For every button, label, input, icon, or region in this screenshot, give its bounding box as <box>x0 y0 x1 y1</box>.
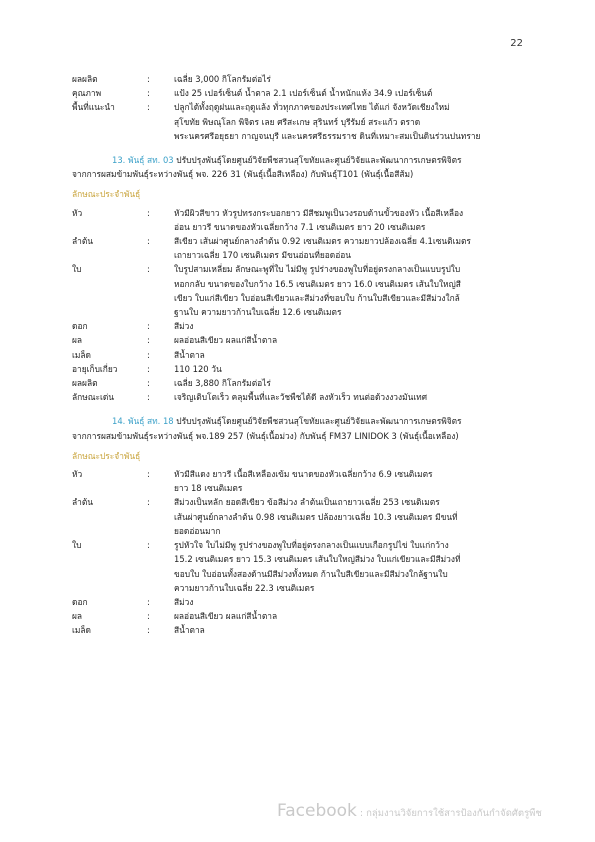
row-label: ดอก <box>72 596 88 607</box>
row-colon: : <box>147 321 150 332</box>
row-label: ผล <box>72 611 83 622</box>
characteristic-row <box>72 609 527 623</box>
value-line: รูปหัวใจ ใบไม่มีพู รูปร่างของพูใบที่อยู่ตรงกลางเป็นแบบเกือกรูปไข่ ใบแก่กว้าง <box>174 540 449 551</box>
row-colon: : <box>147 625 150 636</box>
row-value <box>174 376 527 390</box>
value-line: ยอดอ่อนมาก <box>174 525 221 536</box>
row-value <box>174 609 527 623</box>
row-label: ใบ <box>72 264 82 275</box>
quality-row <box>72 86 527 100</box>
row-value <box>174 495 527 538</box>
variety-13-heading <box>72 153 527 167</box>
variety-14-characteristics <box>72 467 527 637</box>
row-value <box>174 595 527 609</box>
value-line: ยาว 18 เซนติเมตร <box>174 483 243 494</box>
value-line: สีม่วงเป็นหลัก ยอดสีเขียว ข้อสีม่วง ลำต้นเป็นเถายาวเฉลี่ย 253 เซนติเมตร <box>174 497 440 508</box>
value-line: เจริญเติบโตเร็ว คลุมพื้นที่และวัชพืชได้ดี ลงหัวเร็ว ทนต่อด้วงงวงมันเทศ <box>174 392 428 403</box>
row-colon: : <box>147 88 150 99</box>
watermark-text: กลุ่มงานวิจัยการใช้สารป้องกันกำจัดศัตรูพืช <box>366 808 542 819</box>
value-line: พระนครศรีอยุธยา กาญจนบุรี และนครศรีธรรมราช ดินที่เหมาะสมเป็นดินร่วนปนทราย <box>174 130 481 141</box>
row-label: ใบ <box>72 540 82 551</box>
row-label: พื้นที่แนะนำ <box>72 102 115 113</box>
characteristic-row <box>72 495 527 538</box>
row-colon: : <box>147 611 150 622</box>
row-colon: : <box>147 102 150 113</box>
variety-14-heading-line2: จากการผสมข้ามพันธุ์ระหว่างพันธุ์ พจ.189 257 (พันธุ์เนื้อม่วง) กับพันธุ์ FM37 LINIDOK 3 (พันธุ์เนื้อเหลือง) <box>72 430 459 441</box>
row-label: อายุเก็บเกี่ยว <box>72 363 118 374</box>
characteristic-row <box>72 595 527 609</box>
row-colon: : <box>147 378 150 389</box>
variety-13-section-head: ลักษณะประจำพันธุ์ <box>72 189 141 200</box>
document-body <box>72 72 527 638</box>
value-line: สุโขทัย พิษณุโลก พิจิตร เลย ศรีสะเกษ สุรินทร์ บุรีรัมย์ สระแก้ว ตราด <box>174 116 421 127</box>
row-label: หัว <box>72 469 83 480</box>
row-label: คุณภาพ <box>72 88 102 99</box>
row-label: หัว <box>72 207 83 218</box>
variety-13-title-text: ปรับปรุงพันธุ์โดยศูนย์วิจัยพืชสวนสุโขทัยและศูนย์วิจัยและพัฒนาการเกษตรพิจิตร <box>173 155 462 166</box>
row-colon: : <box>147 236 150 247</box>
row-colon: : <box>147 540 150 551</box>
row-label: ดอก <box>72 321 88 332</box>
row-value <box>174 234 527 262</box>
variety-14-section-head: ลักษณะประจำพันธุ์ <box>72 450 141 461</box>
value-line: หอกกลับ ขนาดของใบกว้าง 16.5 เซนติเมตร ยาว 16.0 เซนติเมตร เส้นใบใหญ่สี <box>174 278 461 289</box>
row-colon: : <box>147 363 150 374</box>
value-line: ผลอ่อนสีเขียว ผลแก่สีน้ำตาล <box>174 611 278 622</box>
variety-14-number: 14. พันธุ์ สท. 18 <box>112 416 174 427</box>
row-label: ผล <box>72 335 83 346</box>
value-line: อ่อน ยาวรี ขนาดของหัวเฉลี่ยกว้าง 7.1 เซนติเมตร ยาว 20 เซนติเมตร <box>174 221 426 232</box>
characteristic-row <box>72 362 527 376</box>
row-value <box>174 206 527 234</box>
watermark <box>277 801 542 821</box>
row-value <box>174 348 527 362</box>
characteristic-row <box>72 376 527 390</box>
variety-14-heading <box>72 414 527 428</box>
row-label: เมล็ด <box>72 349 91 360</box>
row-value: เฉลี่ย 3,000 กิโลกรัมต่อไร่ <box>174 74 271 84</box>
value-line: เถายาวเฉลี่ย 170 เซนติเมตร มีขนอ่อนที่ยอดอ่อน <box>174 250 351 261</box>
row-label: ผลผลิต <box>72 74 98 84</box>
characteristic-row <box>72 467 527 495</box>
row-label: ลักษณะเด่น <box>72 392 115 403</box>
value-line: สีน้ำตาล <box>174 625 205 636</box>
value-line: 110 120 วัน <box>174 363 222 374</box>
variety-14-title-text: ปรับปรุงพันธุ์โดยศูนย์วิจัยพืชสวนสุโขทัยและศูนย์วิจัยและพัฒนาการเกษตรพิจิตร <box>173 416 462 427</box>
characteristic-row <box>72 262 527 319</box>
page-number: 22 <box>510 38 523 49</box>
variety-13-number: 13. พันธุ์ สท. 03 <box>112 155 174 166</box>
row-value <box>174 467 527 495</box>
row-value <box>174 262 527 319</box>
characteristic-row <box>72 234 527 262</box>
value-line: หัวมีผิวสีขาว หัวรูปทรงกระบอกยาว มีสีชมพูเป็นวงรอบด้านขั้วของหัว เนื้อสีเหลือง <box>174 207 464 218</box>
watermark-brand: Facebook <box>277 801 357 821</box>
row-value <box>174 362 527 376</box>
row-colon: : <box>147 392 150 403</box>
value-line: สีม่วง <box>174 596 194 607</box>
characteristic-row <box>72 206 527 234</box>
value-line: ความยาวก้านใบเฉลี่ย 22.3 เซนติเมตร <box>174 582 315 593</box>
variety-13-heading-line2: จากการผสมข้ามพันธุ์ระหว่างพันธุ์ พจ. 226 31 (พันธุ์เนื้อสีเหลือง) กับพันธุ์T101 (พันธุ์เนื้อสีส้ม) <box>72 169 414 180</box>
characteristic-row <box>72 538 527 595</box>
row-value <box>174 319 527 333</box>
characteristic-row <box>72 333 527 347</box>
value-line: ฐานใบ ความยาวก้านใบเฉลี่ย 12.6 เซนติเมตร <box>174 307 342 318</box>
value-line: หัวมีสีแดง ยาวรี เนื้อสีเหลืองเข้ม ขนาดของหัวเฉลี่ยกว้าง 6.9 เซนติเมตร <box>174 469 433 480</box>
row-colon: : <box>147 264 150 275</box>
value-line: 15.2 เซนติเมตร ยาว 15.3 เซนติเมตร เส้นใบใหญ่สีม่วง ใบแก่เขียวและมีสีม่วงที่ <box>174 554 461 565</box>
watermark-separator: : <box>356 808 367 819</box>
row-colon: : <box>147 497 150 508</box>
row-label: ลำต้น <box>72 236 93 247</box>
value-line: ผลอ่อนสีเขียว ผลแก่สีน้ำตาล <box>174 335 278 346</box>
value-line: เขียว ใบแก่สีเขียว ใบอ่อนสีเขียวและสีม่วงที่ขอบใบ ก้านใบสีเขียวและมีสีม่วงใกล้ <box>174 292 460 303</box>
value-line: ขอบใบ ใบอ่อนทั้งสองด้านมีสีม่วงทั้งหมด ก้านใบสีเขียวและมีสีม่วงใกล้ฐานใบ <box>174 568 448 579</box>
row-colon: : <box>147 469 150 480</box>
row-value <box>174 623 527 637</box>
row-value: แป้ง 25 เปอร์เซ็นต์ น้ำตาล 2.1 เปอร์เซ็นต์ น้ำหนักแห้ง 34.9 เปอร์เซ็นต์ <box>174 88 433 99</box>
value-line: ใบรูปสามเหลี่ยม ลักษณะพูที่ใบ ไม่มีพู รูปร่างของพูใบที่อยู่ตรงกลางเป็นแบบรูปใบ <box>174 264 461 275</box>
characteristic-row <box>72 390 527 404</box>
yield-row <box>72 72 527 86</box>
row-value <box>174 333 527 347</box>
value-line: สีน้ำตาล <box>174 349 205 360</box>
row-colon: : <box>147 74 150 84</box>
row-colon: : <box>147 596 150 607</box>
row-label: ผลผลิต <box>72 378 98 389</box>
row-value <box>174 100 527 143</box>
row-label: ลำต้น <box>72 497 93 508</box>
value-line: สีเขียว เส้นผ่าศูนย์กลางลำต้น 0.92 เซนติเมตร ความยาวปล้องเฉลี่ย 4.1เซนติเมตร <box>174 236 471 247</box>
row-value <box>174 390 527 404</box>
value-line: สีม่วง <box>174 321 194 332</box>
row-value <box>174 538 527 595</box>
characteristic-row <box>72 623 527 637</box>
value-line: ปลูกได้ทั้งฤดูฝนและฤดูแล้ง ทั่วทุกภาคของประเทศไทย ได้แก่ จังหวัดเชียงใหม่ <box>174 102 450 113</box>
row-colon: : <box>147 349 150 360</box>
variety-13-characteristics <box>72 206 527 405</box>
characteristic-row <box>72 348 527 362</box>
value-line: เฉลี่ย 3,880 กิโลกรัมต่อไร่ <box>174 378 271 389</box>
row-colon: : <box>147 335 150 346</box>
value-line: เส้นผ่าศูนย์กลางลำต้น 0.98 เซนติเมตร ปล้องยาวเฉลี่ย 10.3 เซนติเมตร มีขนที่ <box>174 511 458 522</box>
row-colon: : <box>147 207 150 218</box>
characteristic-row <box>72 319 527 333</box>
recommended-area-row <box>72 100 527 143</box>
row-label: เมล็ด <box>72 625 91 636</box>
